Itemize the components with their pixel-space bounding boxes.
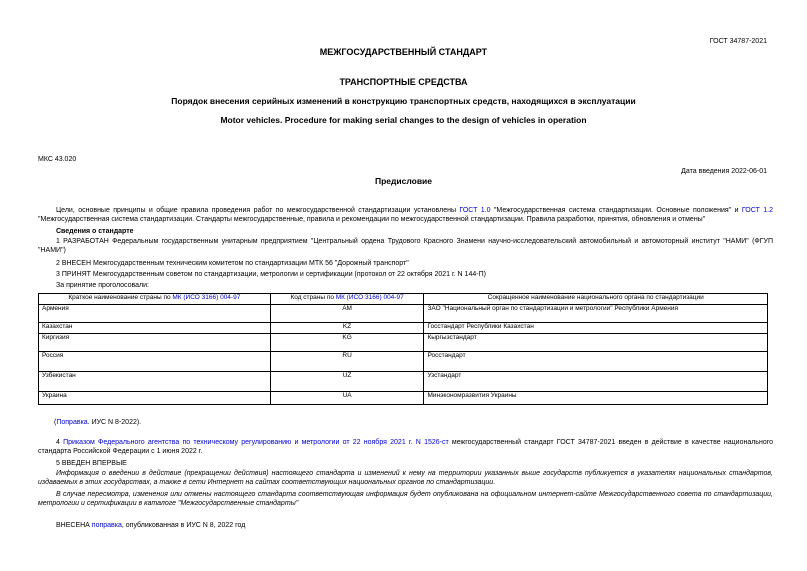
country-cell: Армения bbox=[39, 305, 271, 323]
document-subtitle-ru: Порядок внесения серийных изменений в конструкцию транспортных средств, находящихся в эксплуатации bbox=[171, 96, 636, 106]
body-cell: Узстандарт bbox=[424, 372, 768, 392]
country-cell: Киргизия bbox=[39, 334, 271, 352]
item-5: 5 ВВЕДЕН ВПЕРВЫЕ bbox=[56, 460, 127, 467]
intro-paragraph: Цели, основные принципы и общие правила проведения работ по межгосударственной стандартизации установлены ГОСТ 1.0 "Межгосударственная система стандартизации. Основные положения" и ГОСТ 1.2 "Межгосударственная система стандартизации. Стандарты межгосударственные, правила и рекомендации по межгосударственной стандартизации. Правила разработки, принятия, обновления и отмены" bbox=[38, 207, 773, 224]
order-link[interactable]: Приказом Федерального агентства по техническому регулированию и метрологии от 22 ноября 2021 г. N 1526-ст bbox=[63, 439, 449, 446]
footer-amendment: ВНЕСЕНА поправка, опубликованная в ИУС N 8, 2022 год bbox=[56, 522, 246, 529]
code-cell: UA bbox=[270, 392, 424, 405]
item-1: 1 РАЗРАБОТАН Федеральным государственным унитарным предприятием "Центральный ордена Трудового Красного Знамени научно-исследовательский автомобильный и автомоторный институт "НАМИ" (ФГУП "НАМИ") bbox=[38, 238, 773, 255]
document-number: ГОСТ 34787-2021 bbox=[709, 38, 767, 45]
mks-code: МКС 43.020 bbox=[38, 156, 77, 163]
table-row bbox=[39, 305, 768, 323]
amendment-note: (Поправка. ИУС N 8-2022). bbox=[54, 419, 142, 426]
amendment-link[interactable]: Поправка bbox=[56, 419, 88, 426]
table-row bbox=[39, 352, 768, 372]
table-row bbox=[39, 392, 768, 405]
table-header-row bbox=[39, 294, 768, 305]
item-2: 2 ВНЕСЕН Межгосударственным техническим комитетом по стандартизации МТК 56 "Дорожный транспорт" bbox=[56, 260, 409, 267]
column-header-code: Код страны по МК (ИСО 3166) 004-97 bbox=[270, 294, 424, 305]
body-cell: Кыргызстандарт bbox=[424, 334, 768, 352]
table-row bbox=[39, 334, 768, 352]
code-cell: UZ bbox=[270, 372, 424, 392]
code-cell: KZ bbox=[270, 323, 424, 334]
column-header-country: Краткое наименование страны по МК (ИСО 3166) 004-97 bbox=[39, 294, 271, 305]
amendment-footer-link[interactable]: поправка bbox=[91, 522, 122, 529]
gost-1-0-link[interactable]: ГОСТ 1.0 bbox=[459, 207, 491, 214]
document-title: ТРАНСПОРТНЫЕ СРЕДСТВА bbox=[339, 77, 468, 87]
info-italic-1: Информация о введении в действие (прекращении действия) настоящего стандарта и изменений к нему на территории указанных выше государств публикуется в указателях национальных стандартов, издаваемых в этих государствах, а также в сети Интернет на сайтах соответствующих национальных органов по стандартизации. bbox=[38, 470, 773, 487]
code-cell: AM bbox=[270, 305, 424, 323]
standard-type: МЕЖГОСУДАРСТВЕННЫЙ СТАНДАРТ bbox=[319, 47, 488, 57]
body-cell: Минэкономразвития Украины bbox=[424, 392, 768, 405]
country-cell: Узбекистан bbox=[39, 372, 271, 392]
code-cell: RU bbox=[270, 352, 424, 372]
foreword-title: Предисловие bbox=[374, 176, 433, 186]
voted-label: За принятие проголосовали: bbox=[56, 282, 149, 289]
item-3: 3 ПРИНЯТ Межгосударственным советом по стандартизации, метрологии и сертификации (протокол от 22 октября 2021 г. N 144-П) bbox=[56, 271, 486, 278]
country-cell: Казахстан bbox=[39, 323, 271, 334]
mk-iso-link[interactable]: МК (ИСО 3166) 004-97 bbox=[335, 294, 404, 301]
body-cell: Росстандарт bbox=[424, 352, 768, 372]
document-subtitle-en: Motor vehicles. Procedure for making serial changes to the design of vehicles in operation bbox=[220, 115, 587, 125]
info-italic-2: В случае пересмотра, изменения или отмены настоящего стандарта соответствующая информация будет опубликована на официальном интернет-сайте Межгосударственного совета по стандартизации, метрологии и сертификации в каталоге "Межгосударственные стандарты" bbox=[38, 491, 773, 508]
mk-iso-link[interactable]: МК (ИСО 3166) 004-97 bbox=[172, 294, 241, 301]
body-cell: Госстандарт Республики Казахстан bbox=[424, 323, 768, 334]
intro-date: Дата введения 2022-06-01 bbox=[681, 168, 767, 175]
code-cell: KG bbox=[270, 334, 424, 352]
countries-table bbox=[38, 293, 768, 405]
gost-1-2-link[interactable]: ГОСТ 1.2 bbox=[741, 207, 773, 214]
country-cell: Россия bbox=[39, 352, 271, 372]
table-row bbox=[39, 323, 768, 334]
table-row bbox=[39, 372, 768, 392]
item-4: 4 Приказом Федерального агентства по техническому регулированию и метрологии от 22 ноября 2021 г. N 1526-ст межгосударственный стандарт ГОСТ 34787-2021 введен в действие в качестве национального стандарта Российской Федерации с 1 июня 2022 г. bbox=[38, 439, 774, 456]
body-cell: ЗАО "Национальный орган по стандартизации и метрологии" Республики Армения bbox=[424, 305, 768, 323]
info-heading: Сведения о стандарте bbox=[56, 228, 134, 235]
column-header-body: Сокращенное наименование национального органа по стандартизации bbox=[424, 294, 768, 305]
country-cell: Украина bbox=[39, 392, 271, 405]
